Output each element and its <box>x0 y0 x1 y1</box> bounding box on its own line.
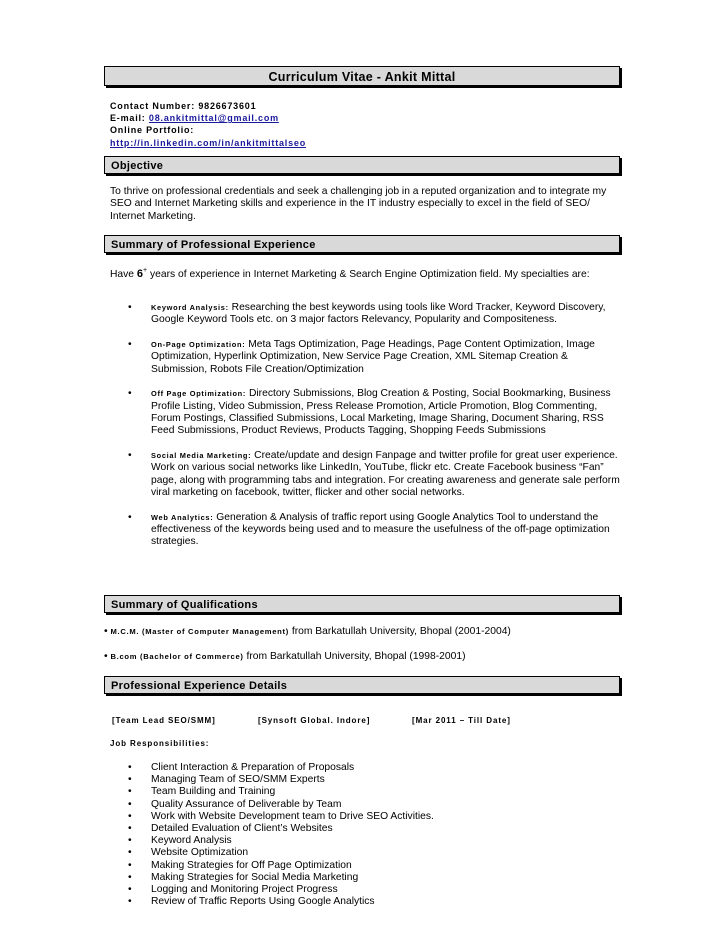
specialty-text: Create/update and design Fanpage and twitter profile for great user experience. Work on various social networks like LinkedIn, YouTube, flickr etc. Create Facebook business “Fan” page, along with programming tabs and integration. For creating awareness and generate sale perform viral marketing on facebook, twitter, flicker and other social networks. <box>151 450 620 499</box>
responsibility-text: Team Building and Training <box>151 786 276 798</box>
specialty-item <box>110 339 620 376</box>
responsibility-item <box>110 847 434 859</box>
years-plus: + <box>143 267 148 274</box>
section-header-qualifications: Summary of Qualifications <box>104 595 620 613</box>
bullet: • <box>128 896 132 908</box>
summary-intro-have: Have <box>110 269 135 280</box>
summary-intro <box>110 265 620 281</box>
specialty-text: Researching the best keywords using tools like Word Tracker, Keyword Discovery, Google Keyword Tools etc. on 3 major factors Relevancy, Popularity and Compositeness. <box>151 302 606 326</box>
bullet: • <box>128 798 132 810</box>
job-company: [Synsoft Global. Indore] <box>258 716 371 725</box>
job-role: [Team Lead SEO/SMM] <box>112 716 216 725</box>
bullet: • <box>104 626 108 637</box>
specialty-name: Off Page Optimization: <box>151 389 247 399</box>
qualification-item <box>104 651 466 663</box>
bullet: • <box>128 762 132 773</box>
specialty-item <box>110 302 620 327</box>
responsibility-item <box>110 872 434 884</box>
responsibility-item <box>110 823 434 835</box>
specialty-text: Directory Submissions, Blog Creation & Posting, Social Bookmarking, Business Profile Listing, Video Submission, Press Release Promotion, Article Promotion, Blog Commenting, Forum Postings, Classified Submissions, Local Marketing, Image Sharing, Document Sharing, RSS Feed Submissions, Product Reviews, Products Tagging, Shopping Feeds Submissions <box>151 388 611 437</box>
responsibility-text: Making Strategies for Off Page Optimization <box>151 859 352 871</box>
contact-number: 9826673601 <box>198 101 257 111</box>
bullet: • <box>128 450 132 462</box>
qualification-item <box>104 626 511 638</box>
bullet: • <box>128 859 132 871</box>
responsibility-item <box>110 835 434 847</box>
section-header-summary-experience: Summary of Professional Experience <box>104 235 620 253</box>
email-label: E-mail: <box>110 113 146 124</box>
responsibility-text: Quality Assurance of Deliverable by Team <box>151 798 342 810</box>
responsibility-item <box>110 799 434 811</box>
summary-intro-rest: years of experience in Internet Marketing & Search Engine Optimization field. My specialties are: <box>150 269 590 280</box>
responsibility-item <box>110 884 434 896</box>
objective-text: To thrive on professional credentials and seek a challenging job in a reputed organization and to integrate my SEO and Internet Marketing skills and experience in the IT industry especially to excel in the field of SEO/ Internet Marketing. <box>110 186 607 222</box>
specialty-item <box>110 512 620 549</box>
bullet: • <box>128 511 132 523</box>
page-title: Curriculum Vitae - Ankit Mittal <box>104 66 620 86</box>
responsibility-text: Detailed Evaluation of Client’s Websites <box>151 823 333 835</box>
specialty-text: Meta Tags Optimization, Page Headings, Page Content Optimization, Image Optimization, Hyperlink Optimization, New Service Page Creation, XML Sitemap Creation & Submission, Robots File Creation/Optimization <box>151 339 595 375</box>
responsibility-item <box>110 811 434 823</box>
years-count: 6 <box>136 268 144 280</box>
degree-details: from Barkatullah University, Bhopal (1998-2001) <box>246 651 466 662</box>
responsibility-text: Review of Traffic Reports Using Google Analytics <box>151 896 375 908</box>
section-header-experience-details: Professional Experience Details <box>104 676 620 694</box>
responsibility-item <box>110 896 434 908</box>
bullet: • <box>128 786 132 798</box>
bullet: • <box>128 823 132 835</box>
degree-details: from Barkatullah University, Bhopal (2001-2004) <box>291 626 511 637</box>
specialty-item <box>110 450 620 499</box>
responsibility-item <box>110 762 434 774</box>
specialties-list <box>110 302 620 549</box>
bullet: • <box>128 774 132 786</box>
responsibility-text: Client Interaction & Preparation of Proposals <box>151 762 355 773</box>
bullet: • <box>128 388 132 400</box>
degree-name: B.com (Bachelor of Commerce) <box>110 652 244 661</box>
responsibility-text: Website Optimization <box>151 847 249 859</box>
specialty-name: Social Media Marketing: <box>151 451 252 461</box>
bullet: • <box>128 847 132 859</box>
responsibilities-list <box>110 762 434 908</box>
email-line <box>110 112 306 124</box>
responsibility-item <box>110 774 434 786</box>
contact-block <box>110 100 306 149</box>
job-dates: [Mar 2011 – Till Date] <box>412 716 511 725</box>
bullet: • <box>104 651 108 662</box>
specialty-name: Web Analytics: <box>151 512 214 522</box>
responsibilities-label: Job Responsibilities: <box>110 739 210 748</box>
portfolio-label: Online Portfolio: <box>110 125 195 136</box>
bullet: • <box>128 871 132 883</box>
email-link[interactable]: 08.ankitmittal@gmail.com <box>148 113 279 124</box>
section-header-objective: Objective <box>104 156 620 174</box>
bullet: • <box>128 884 132 896</box>
responsibility-text: Making Strategies for Social Media Marketing <box>151 871 359 883</box>
specialty-item <box>110 388 620 437</box>
contact-number-label: Contact Number: <box>110 101 196 111</box>
portfolio-link[interactable]: http://in.linkedin.com/in/ankitmittalseo <box>110 137 307 148</box>
bullet: • <box>128 302 132 313</box>
degree-name: M.C.M. (Master of Computer Management) <box>110 627 289 636</box>
specialty-text: Generation & Analysis of traffic report using Google Analytics Tool to understand the effectiveness of the keywords being used and to measure the usefulness of the off-page optimization strategies. <box>151 511 610 548</box>
specialty-name: Keyword Analysis: <box>151 303 229 312</box>
bullet: • <box>128 339 132 351</box>
responsibility-text: Managing Team of SEO/SMM Experts <box>151 774 325 786</box>
responsibility-item <box>110 786 434 798</box>
responsibility-text: Keyword Analysis <box>151 835 232 847</box>
responsibility-text: Logging and Monitoring Project Progress <box>151 884 338 896</box>
contact-number-line <box>110 100 306 112</box>
responsibility-text: Work with Website Development team to Drive SEO Activities. <box>151 810 434 822</box>
bullet: • <box>128 835 132 847</box>
bullet: • <box>128 810 132 822</box>
responsibility-item <box>110 860 434 872</box>
specialty-name: On-Page Optimization: <box>151 340 246 350</box>
